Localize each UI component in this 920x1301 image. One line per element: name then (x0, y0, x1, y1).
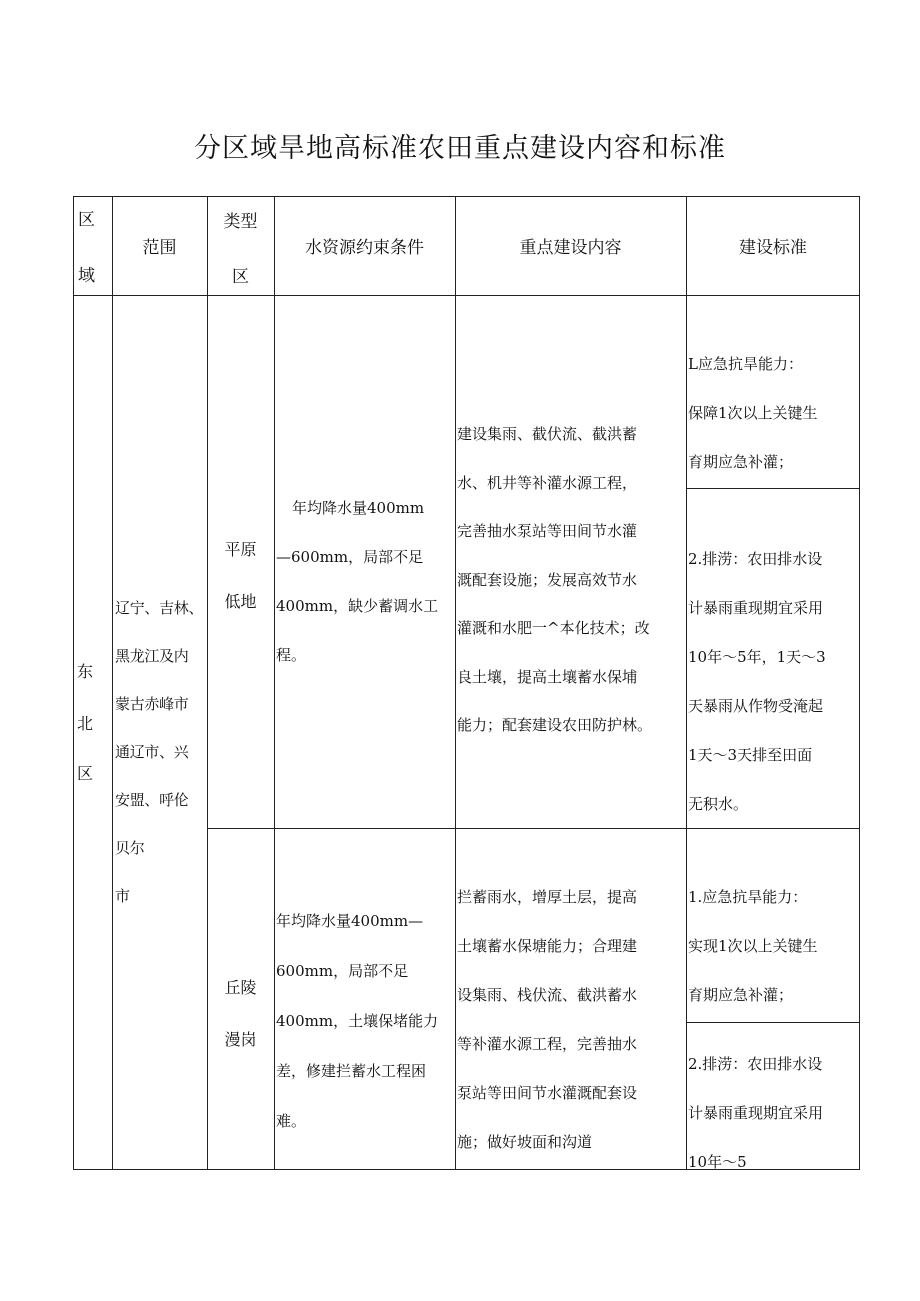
header-standard: 建设标准 (739, 238, 807, 258)
content-line: 建设集雨、截伏流、截洪蓄 (457, 425, 638, 443)
scope-line: 辽宁、吉林、 (115, 599, 204, 617)
row-2-content (457, 873, 686, 1167)
header-scope: 范围 (142, 238, 177, 258)
type-line: 低地 (224, 592, 257, 611)
scope-line: 蒙古赤峰市 (115, 695, 189, 713)
content-line: 水、机井等补灌水源工程， (457, 473, 638, 492)
scope-line: 通辽市、兴 (115, 743, 189, 761)
standard-line: L应急抗旱能力： (688, 355, 803, 373)
water-line: 年均降水量400mm (292, 499, 425, 517)
header-content: 重点建设内容 (519, 238, 622, 258)
water-line: 400mm，缺少蓄调水工 (276, 597, 439, 615)
page-title: 分区域旱地高标准农田重点建设内容和标准 (194, 133, 726, 164)
standard-line: 2.排涝：农田排水设 (688, 550, 823, 568)
column-divider (274, 196, 275, 1170)
standard-line: 保障1次以上关键生 (688, 404, 818, 422)
content-line: 泵站等田间节水灌溉配套设 (457, 1084, 638, 1102)
standard-line: 1.应急抗旱能力： (688, 888, 808, 906)
standard-line: 计暴雨重现期宜采用 (688, 599, 824, 617)
row-2-water (276, 896, 454, 1146)
scope-line: 安盟、呼伦 (115, 791, 189, 809)
content-line: 等补灌水源工程，完善抽水 (457, 1035, 638, 1053)
water-line: —600mm，局部不足 (276, 548, 424, 566)
header-region-1: 区 (78, 210, 95, 230)
water-line: 600mm，局部不足 (276, 962, 409, 980)
header-type-2: 区 (232, 267, 249, 287)
water-line: 难。 (276, 1112, 307, 1130)
region-char: 东 (77, 662, 94, 681)
region-char: 北 (77, 714, 94, 733)
standard-line: 无积水。 (688, 795, 749, 813)
row-1-water (276, 484, 454, 680)
standard-line: 10年～5年，1天～3 (688, 648, 826, 666)
row-1-standard-drainage (688, 535, 860, 829)
type-line: 漫岗 (224, 1030, 257, 1049)
scope-line: 黑龙江及内 (115, 647, 189, 665)
header-type-1: 类型 (223, 212, 258, 232)
water-line: 年均降水量400mm— (276, 912, 424, 930)
content-line: 灌溉和水肥一^本化技术；改 (457, 619, 650, 637)
header-water: 水资源约束条件 (305, 238, 424, 258)
standard-line: 育期应急补灌； (688, 453, 794, 471)
type-line: 平原 (224, 540, 257, 559)
row-1-standard-drought (688, 340, 860, 487)
content-line: 拦蓄雨水，增厚土层，提高 (457, 888, 638, 906)
standard-line: 计暴雨重现期宜采用 (688, 1104, 824, 1122)
row-2-standard-drought (688, 873, 860, 1020)
standard-line: 实现1次以上关键生 (688, 937, 818, 955)
content-line: 设集雨、栈伏流、截洪蓄水 (457, 986, 638, 1004)
content-line: 能力；配套建设农田防护林。 (457, 716, 653, 734)
water-line: 400mm，土壤保堵能力 (276, 1012, 439, 1030)
standard-line: 1天～3天排至田面 (688, 746, 813, 764)
header-divider (73, 295, 860, 296)
water-line: 差，修建拦蓄水工程困 (276, 1062, 427, 1080)
content-line: 溉配套设施；发展高效节水 (457, 570, 638, 589)
scope-line: 贝尔 (115, 839, 145, 857)
scope-line: 市 (115, 887, 130, 905)
type-line: 丘陵 (224, 978, 257, 997)
row-1-content (457, 410, 686, 750)
content-line: 完善抽水泵站等田间节水灌 (457, 522, 638, 540)
scope-cell (115, 584, 207, 920)
row-1-type (207, 524, 274, 628)
column-divider (455, 196, 456, 1170)
standard-divider (686, 1022, 860, 1023)
content-line: 良土壤，提高土壤蓄水保埔 (457, 667, 638, 686)
region-char: 区 (77, 764, 94, 783)
row-2-standard-drainage (688, 1040, 860, 1187)
header-region-2: 域 (78, 266, 95, 286)
content-line: 土壤蓄水保塘能力；合理建 (457, 937, 638, 955)
column-divider (112, 196, 113, 1170)
row-2-type (207, 962, 274, 1066)
standard-divider (686, 488, 860, 489)
standard-line: 育期应急补灌； (688, 986, 794, 1004)
water-line: 程。 (276, 646, 307, 664)
column-divider (686, 196, 687, 1170)
content-line: 施；做好坡面和沟道 (457, 1133, 593, 1151)
standard-line: 2.排涝：农田排水设 (688, 1055, 823, 1073)
standard-line: 10年～5 (688, 1153, 747, 1171)
standard-line: 天暴雨从作物受淹起 (688, 697, 824, 715)
